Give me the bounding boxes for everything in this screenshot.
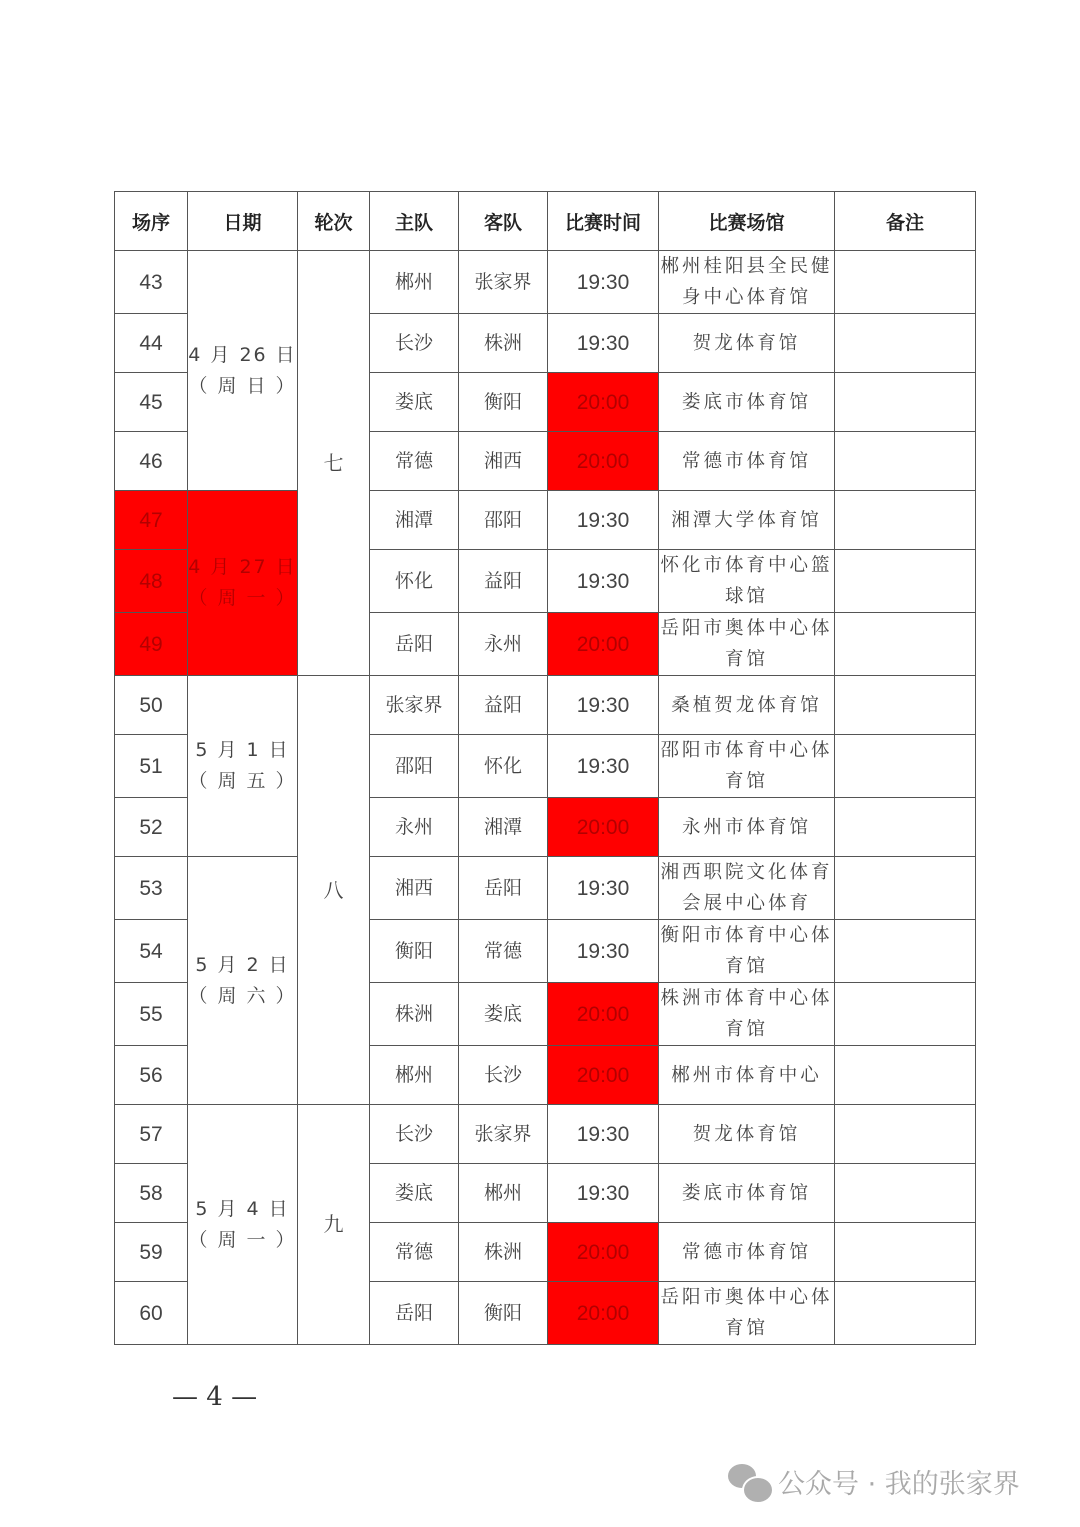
header-no: 场序	[115, 192, 188, 251]
match-number: 52	[115, 798, 188, 857]
match-number: 55	[115, 983, 188, 1046]
match-number: 57	[115, 1105, 188, 1164]
header-time: 比赛时间	[548, 192, 659, 251]
match-venue: 岳阳市奥体中心体育馆	[659, 1282, 835, 1345]
header-note: 备注	[835, 192, 976, 251]
home-team: 常德	[370, 432, 459, 491]
away-team: 常德	[459, 920, 548, 983]
away-team: 衡阳	[459, 373, 548, 432]
home-team: 株洲	[370, 983, 459, 1046]
date-weekday: （ 周 五 ）	[188, 770, 297, 792]
match-time: 20:00	[548, 798, 659, 857]
away-team: 株洲	[459, 314, 548, 373]
watermark	[728, 1462, 1020, 1501]
match-number: 49	[115, 613, 188, 676]
home-team: 永州	[370, 798, 459, 857]
header-away: 客队	[459, 192, 548, 251]
match-number: 56	[115, 1046, 188, 1105]
away-team: 张家界	[459, 251, 548, 314]
header-row	[115, 192, 976, 251]
match-date	[188, 251, 298, 491]
match-note	[835, 983, 976, 1046]
date-label: 4 月 26 日	[188, 343, 297, 366]
match-number: 51	[115, 735, 188, 798]
match-note	[835, 920, 976, 983]
header-round: 轮次	[298, 192, 370, 251]
match-venue: 衡阳市体育中心体育馆	[659, 920, 835, 983]
date-weekday: （ 周 一 ）	[188, 1228, 297, 1251]
table-row	[115, 251, 976, 314]
match-date	[188, 857, 298, 1105]
match-venue: 常德市体育馆	[659, 1223, 835, 1282]
match-note	[835, 857, 976, 920]
match-time: 19:30	[548, 1105, 659, 1164]
match-number: 44	[115, 314, 188, 373]
match-number: 54	[115, 920, 188, 983]
table-row	[115, 1105, 976, 1164]
match-number: 60	[115, 1282, 188, 1345]
match-venue: 郴州市体育中心	[659, 1046, 835, 1105]
match-time: 19:30	[548, 920, 659, 983]
date-label: 5 月 2 日	[195, 953, 290, 976]
away-team: 娄底	[459, 983, 548, 1046]
match-note	[835, 798, 976, 857]
home-team: 常德	[370, 1223, 459, 1282]
table-row	[115, 676, 976, 735]
match-note	[835, 314, 976, 373]
match-note	[835, 735, 976, 798]
wechat-icon	[728, 1464, 770, 1500]
match-time: 20:00	[548, 1046, 659, 1105]
match-venue: 常德市体育馆	[659, 432, 835, 491]
match-number: 53	[115, 857, 188, 920]
match-number: 47	[115, 491, 188, 550]
match-time: 20:00	[548, 1223, 659, 1282]
match-date	[188, 1105, 298, 1345]
date-weekday: （ 周 日 ）	[188, 374, 297, 397]
away-team: 衡阳	[459, 1282, 548, 1345]
match-venue: 贺龙体育馆	[659, 314, 835, 373]
match-note	[835, 613, 976, 676]
match-time: 20:00	[548, 373, 659, 432]
match-venue: 怀化市体育中心篮球馆	[659, 550, 835, 613]
date-label: 5 月 1 日	[195, 739, 290, 761]
match-time: 20:00	[548, 432, 659, 491]
away-team: 怀化	[459, 735, 548, 798]
match-note	[835, 1105, 976, 1164]
match-note	[835, 1046, 976, 1105]
match-time: 19:30	[548, 1164, 659, 1223]
match-note	[835, 251, 976, 314]
match-time: 19:30	[548, 251, 659, 314]
match-number: 43	[115, 251, 188, 314]
home-team: 岳阳	[370, 613, 459, 676]
away-team: 湘潭	[459, 798, 548, 857]
match-venue: 邵阳市体育中心体育馆	[659, 735, 835, 798]
match-number: 46	[115, 432, 188, 491]
match-note	[835, 676, 976, 735]
match-time: 19:30	[548, 676, 659, 735]
header-date: 日期	[188, 192, 298, 251]
match-time: 19:30	[548, 857, 659, 920]
match-venue: 桑植贺龙体育馆	[659, 676, 835, 735]
match-time: 19:30	[548, 550, 659, 613]
away-team: 张家界	[459, 1105, 548, 1164]
match-round: 七	[298, 251, 370, 676]
away-team: 长沙	[459, 1046, 548, 1105]
home-team: 张家界	[370, 676, 459, 735]
match-round: 九	[298, 1105, 370, 1345]
home-team: 郴州	[370, 251, 459, 314]
home-team: 长沙	[370, 314, 459, 373]
match-note	[835, 491, 976, 550]
home-team: 娄底	[370, 1164, 459, 1223]
away-team: 岳阳	[459, 857, 548, 920]
match-note	[835, 550, 976, 613]
header-venue: 比赛场馆	[659, 192, 835, 251]
date-label: 5 月 4 日	[195, 1197, 290, 1220]
home-team: 邵阳	[370, 735, 459, 798]
away-team: 株洲	[459, 1223, 548, 1282]
match-venue: 郴州桂阳县全民健身中心体育馆	[659, 251, 835, 314]
home-team: 娄底	[370, 373, 459, 432]
match-venue: 娄底市体育馆	[659, 1164, 835, 1223]
date-label: 4 月 27 日	[188, 556, 297, 578]
match-date	[188, 491, 298, 676]
match-round: 八	[298, 676, 370, 1105]
match-note	[835, 1282, 976, 1345]
match-time: 20:00	[548, 983, 659, 1046]
match-time: 19:30	[548, 491, 659, 550]
match-venue: 湘潭大学体育馆	[659, 491, 835, 550]
home-team: 湘西	[370, 857, 459, 920]
match-venue: 湘西职院文化体育会展中心体育	[659, 857, 835, 920]
match-note	[835, 373, 976, 432]
match-date	[188, 676, 298, 857]
table-row	[115, 857, 976, 920]
away-team: 湘西	[459, 432, 548, 491]
match-time: 20:00	[548, 613, 659, 676]
match-note	[835, 1223, 976, 1282]
home-team: 怀化	[370, 550, 459, 613]
watermark-text: 公众号 · 我的张家界	[778, 1469, 1020, 1500]
match-time: 20:00	[548, 1282, 659, 1345]
match-number: 50	[115, 676, 188, 735]
table-row	[115, 491, 976, 550]
match-number: 45	[115, 373, 188, 432]
match-number: 48	[115, 550, 188, 613]
match-number: 59	[115, 1223, 188, 1282]
schedule-table	[114, 191, 976, 1345]
home-team: 郴州	[370, 1046, 459, 1105]
home-team: 岳阳	[370, 1282, 459, 1345]
match-venue: 岳阳市奥体中心体育馆	[659, 613, 835, 676]
header-home: 主队	[370, 192, 459, 251]
away-team: 郴州	[459, 1164, 548, 1223]
home-team: 衡阳	[370, 920, 459, 983]
match-venue: 株洲市体育中心体育馆	[659, 983, 835, 1046]
match-note	[835, 1164, 976, 1223]
away-team: 益阳	[459, 676, 548, 735]
away-team: 益阳	[459, 550, 548, 613]
match-time: 19:30	[548, 735, 659, 798]
match-number: 58	[115, 1164, 188, 1223]
match-time: 19:30	[548, 314, 659, 373]
date-weekday: （ 周 六 ）	[188, 984, 297, 1007]
away-team: 邵阳	[459, 491, 548, 550]
match-venue: 贺龙体育馆	[659, 1105, 835, 1164]
home-team: 湘潭	[370, 491, 459, 550]
match-venue: 永州市体育馆	[659, 798, 835, 857]
away-team: 永州	[459, 613, 548, 676]
match-note	[835, 432, 976, 491]
match-venue: 娄底市体育馆	[659, 373, 835, 432]
home-team: 长沙	[370, 1105, 459, 1164]
date-weekday: （ 周 一 ）	[188, 587, 297, 609]
page-number: — 4 —	[172, 1382, 258, 1412]
